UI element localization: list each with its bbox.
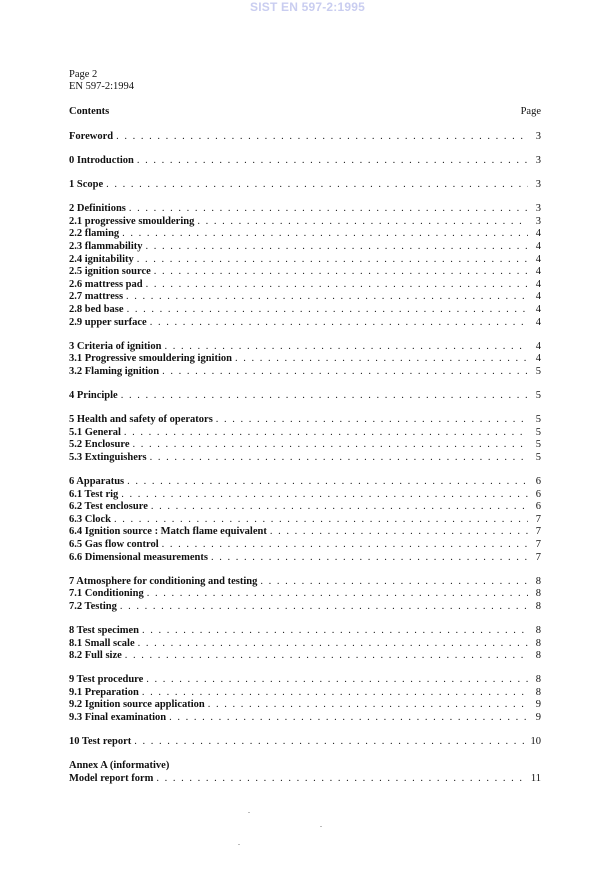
leader-dots [121, 390, 528, 401]
scan-speck [238, 844, 240, 845]
leader-dots [147, 588, 528, 599]
toc-entry-page: 5 [535, 439, 541, 451]
toc-entry-page: 8 [535, 686, 541, 698]
toc-entry[interactable] [69, 254, 541, 267]
leader-dots [138, 638, 528, 649]
toc-entry-page: 7 [535, 551, 541, 563]
toc-group [69, 476, 541, 564]
watermark: SIST EN 597-2:1995 [250, 0, 365, 14]
toc-entry-label: 7 Atmosphere for conditioning and testing [69, 575, 258, 587]
toc-entry[interactable] [69, 131, 541, 144]
toc-group [69, 576, 541, 614]
leader-dots [216, 414, 528, 425]
toc-entry-label: 8.2 Full size [69, 650, 122, 662]
toc-entry-label: 2.7 mattress [69, 291, 124, 303]
toc-entry[interactable] [69, 228, 541, 241]
toc-entry-page: 7 [535, 526, 541, 538]
toc-entry[interactable] [69, 736, 541, 749]
toc-entry[interactable] [69, 341, 541, 354]
toc-entry-label: 9.2 Ignition source application [69, 699, 205, 711]
toc-entry-label: 5.3 Extinguishers [69, 451, 147, 463]
leader-dots [146, 279, 528, 290]
toc-entry[interactable] [69, 514, 541, 527]
toc-entry-label: 1 Scope [69, 179, 104, 191]
page-column-label: Page [520, 106, 541, 117]
leader-dots [137, 155, 528, 166]
leader-dots [260, 576, 528, 587]
toc-entry-label: 3.2 Flaming ignition [69, 365, 160, 377]
standard-number: EN 597-2:1994 [69, 81, 135, 92]
toc-entry-label: 2.9 upper surface [69, 316, 147, 328]
toc-entry-page: 3 [535, 179, 541, 191]
toc-entry-page: 9 [535, 699, 541, 711]
toc-entry-page: 3 [535, 155, 541, 167]
toc-entry[interactable] [69, 699, 541, 712]
leader-dots [122, 228, 528, 239]
toc-entry[interactable] [69, 601, 541, 614]
toc-entry[interactable] [69, 476, 541, 489]
toc-entry[interactable] [69, 427, 541, 440]
toc-entry-page: 6 [535, 488, 541, 500]
toc-entry-label: 9.3 Final examination [69, 711, 167, 723]
toc-group [69, 203, 541, 329]
toc-entry[interactable] [69, 576, 541, 589]
toc-entry[interactable] [69, 625, 541, 638]
leader-dots [162, 366, 528, 377]
leader-dots [156, 773, 528, 784]
toc-entry-page: 11 [530, 772, 541, 784]
toc-entry[interactable] [69, 216, 541, 229]
toc-group [69, 736, 541, 749]
scan-speck [320, 826, 322, 827]
toc-entry-label: 8 Test specimen [69, 624, 140, 636]
toc-entry-page: 5 [535, 390, 541, 401]
toc-entry[interactable] [69, 501, 541, 514]
page-number: Page 2 [69, 69, 98, 80]
scan-speck [248, 812, 250, 813]
toc-group [69, 341, 541, 379]
toc-entry-page: 6 [535, 501, 541, 513]
toc-entry-label: 2 Definitions [69, 203, 126, 215]
toc-entry-label: 3 Criteria of ignition [69, 340, 162, 352]
toc-entry[interactable] [69, 317, 541, 330]
leader-dots [164, 341, 528, 352]
leader-dots [146, 241, 529, 252]
toc-entry-annex[interactable] [69, 773, 541, 786]
table-of-contents [69, 131, 541, 797]
toc-entry-label: 8.1 Small scale [69, 637, 135, 649]
toc-group [69, 390, 541, 403]
toc-entry-page: 5 [535, 414, 541, 426]
leader-dots [106, 179, 528, 190]
toc-entry-label: 4 Principle [69, 390, 118, 401]
leader-dots [162, 539, 528, 550]
toc-entry[interactable] [69, 539, 541, 552]
contents-heading [69, 106, 541, 117]
leader-dots [126, 291, 528, 302]
leader-dots [124, 427, 528, 438]
toc-entry-label: 2.8 bed base [69, 304, 124, 316]
toc-entry[interactable] [69, 353, 541, 366]
toc-entry-page: 4 [535, 253, 541, 265]
leader-dots [235, 353, 528, 364]
annex-title: Annex A (informative) [69, 760, 170, 772]
toc-entry-label: 2.5 ignition source [69, 266, 151, 278]
toc-entry[interactable] [69, 439, 541, 452]
toc-entry-label: 5.2 Enclosure [69, 439, 130, 451]
leader-dots [137, 254, 528, 265]
toc-entry-page: 8 [535, 624, 541, 636]
toc-entry[interactable] [69, 687, 541, 700]
annex-group [69, 760, 541, 785]
toc-entry-page: 4 [535, 241, 541, 253]
toc-entry-label: 6.1 Test rig [69, 488, 119, 500]
toc-entry[interactable] [69, 304, 541, 317]
toc-entry-label: Foreword [69, 131, 114, 142]
leader-dots [129, 203, 528, 214]
toc-entry-label: 2.4 ignitability [69, 253, 134, 265]
toc-entry-page: 7 [535, 513, 541, 525]
toc-entry-page: 8 [535, 637, 541, 649]
toc-entry[interactable] [69, 390, 541, 403]
toc-entry-page: 8 [535, 600, 541, 612]
contents-title: Contents [69, 106, 110, 117]
toc-entry-label: 9.1 Preparation [69, 686, 139, 698]
leader-dots [150, 452, 528, 463]
toc-entry-page: 8 [535, 650, 541, 662]
leader-dots [211, 552, 528, 563]
leader-dots [114, 514, 528, 525]
leader-dots [127, 476, 528, 487]
toc-entry-label: 7.2 Testing [69, 600, 117, 612]
toc-entry-label: 6.5 Gas flow control [69, 538, 159, 550]
toc-entry[interactable] [69, 414, 541, 427]
toc-entry-label: 6.6 Dimensional measurements [69, 551, 208, 563]
toc-entry[interactable] [69, 266, 541, 279]
toc-entry-page: 5 [535, 426, 541, 438]
toc-entry[interactable] [69, 638, 541, 651]
toc-entry-label: 6 Apparatus [69, 475, 125, 487]
page-header [69, 69, 134, 93]
toc-entry[interactable] [69, 526, 541, 539]
toc-entry-label: 6.2 Test enclosure [69, 501, 148, 513]
toc-entry-label: 2.2 flaming [69, 228, 120, 240]
toc-entry-page: 5 [535, 365, 541, 377]
toc-entry[interactable] [69, 588, 541, 601]
toc-entry[interactable] [69, 291, 541, 304]
toc-entry-label: 6.3 Clock [69, 513, 111, 525]
toc-entry[interactable] [69, 552, 541, 565]
toc-entry-page: 9 [535, 711, 541, 723]
toc-entry-page: 8 [535, 674, 541, 686]
toc-entry-label: 2.1 progressive smouldering [69, 215, 195, 227]
toc-entry-page: 3 [535, 131, 541, 142]
toc-entry-page: 8 [535, 588, 541, 600]
toc-entry[interactable] [69, 203, 541, 216]
toc-entry-page: 6 [535, 475, 541, 487]
leader-dots [150, 317, 528, 328]
toc-entry-page: 4 [535, 228, 541, 240]
leader-dots [127, 304, 528, 315]
toc-group [69, 625, 541, 663]
toc-group [69, 131, 541, 144]
toc-entry-page: 4 [535, 291, 541, 303]
toc-entry-page: 4 [535, 340, 541, 352]
toc-group [69, 414, 541, 464]
toc-entry-page: 3 [535, 215, 541, 227]
leader-dots [142, 687, 528, 698]
toc-entry[interactable] [69, 712, 541, 725]
leader-dots [132, 439, 528, 450]
toc-entry-label: 7.1 Conditioning [69, 588, 144, 600]
toc-entry[interactable] [69, 155, 541, 168]
toc-entry-page: 5 [535, 451, 541, 463]
toc-entry-page: 4 [535, 353, 541, 365]
leader-dots [120, 601, 528, 612]
toc-entry-page: 4 [535, 304, 541, 316]
toc-entry-label: 0 Introduction [69, 155, 134, 167]
toc-entry-label: 3.1 Progressive smouldering ignition [69, 353, 232, 365]
leader-dots [142, 625, 528, 636]
toc-entry[interactable] [69, 489, 541, 502]
toc-group [69, 155, 541, 168]
toc-entry-page: 4 [535, 316, 541, 328]
toc-entry-label: 2.6 mattress pad [69, 278, 143, 290]
toc-entry[interactable] [69, 650, 541, 663]
toc-entry-label: 9 Test procedure [69, 674, 144, 686]
toc-group [69, 674, 541, 724]
toc-entry-page: 8 [535, 575, 541, 587]
toc-entry-page: 4 [535, 278, 541, 290]
toc-entry-label: 6.4 Ignition source : Match flame equivalent [69, 526, 267, 538]
leader-dots [121, 489, 528, 500]
leader-dots [125, 650, 528, 661]
toc-group [69, 179, 541, 192]
toc-entry-label: 2.3 flammability [69, 241, 143, 253]
leader-dots [197, 216, 528, 227]
toc-entry-label: 5.1 General [69, 426, 121, 438]
toc-entry-page: 10 [530, 736, 541, 748]
toc-entry-label: 10 Test report [69, 736, 132, 748]
toc-entry[interactable] [69, 366, 541, 379]
toc-entry-page: 3 [535, 203, 541, 215]
toc-entry[interactable] [69, 241, 541, 254]
toc-entry[interactable] [69, 674, 541, 687]
leader-dots [151, 501, 528, 512]
toc-entry-label: Model report form [69, 772, 154, 784]
leader-dots [154, 266, 528, 277]
toc-entry-page: 4 [535, 266, 541, 278]
leader-dots [134, 736, 527, 747]
toc-entry-page: 7 [535, 538, 541, 550]
toc-entry[interactable] [69, 279, 541, 292]
leader-dots [146, 674, 528, 685]
leader-dots [270, 526, 528, 537]
toc-entry[interactable] [69, 452, 541, 465]
leader-dots [116, 131, 528, 142]
toc-entry[interactable] [69, 179, 541, 192]
leader-dots [169, 712, 528, 723]
toc-entry-label: 5 Health and safety of operators [69, 414, 213, 426]
leader-dots [208, 699, 528, 710]
